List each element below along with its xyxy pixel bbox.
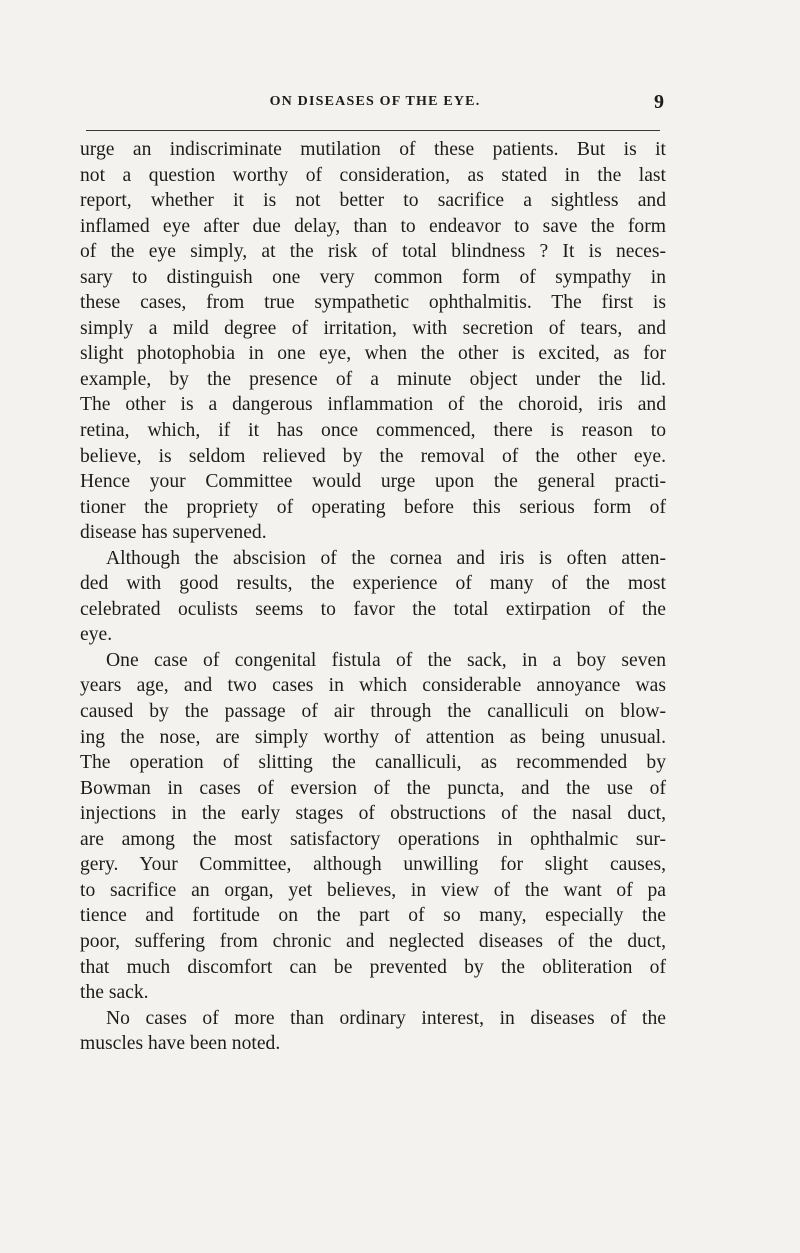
text-line: example, by the presence of a minute object under the lid. — [80, 368, 666, 390]
text-line: tience and fortitude on the part of so many, especially the — [80, 905, 666, 927]
text-line: The operation of slitting the canalliculi, as recommended by — [80, 752, 666, 774]
text-line: disease has supervened. — [80, 522, 267, 544]
text-line: simply a mild degree of irritation, with secretion of tears, and — [80, 317, 666, 339]
text-line: tioner the propriety of operating before this serious form of — [80, 496, 666, 518]
text-line: injections in the early stages of obstructions of the nasal duct, — [80, 803, 666, 825]
text-line: the sack. — [80, 982, 149, 1004]
text-line: sary to distinguish one very common form of sympathy in — [80, 266, 666, 288]
text-line: No cases of more than ordinary interest, in diseases of the — [106, 1007, 666, 1029]
text-line: Bowman in cases of eversion of the puncta, and the use of — [80, 777, 666, 799]
text-line: report, whether it is not better to sacrifice a sightless and — [80, 190, 666, 212]
text-line: to sacrifice an organ, yet believes, in view of the want of pa — [80, 879, 666, 901]
text-line: poor, suffering from chronic and neglected diseases of the duct, — [80, 930, 666, 952]
text-line: ded with good results, the experience of many of the most — [80, 573, 666, 595]
running-title: ON DISEASES OF THE EYE. — [269, 94, 481, 109]
text-line: Although the abscision of the cornea and iris is often atten- — [106, 547, 666, 569]
text-line: Hence your Committee would urge upon the general practi- — [80, 471, 666, 493]
text-line: caused by the passage of air through the canalliculi on blow- — [80, 701, 666, 723]
text-line: One case of congenital fistula of the sack, in a boy seven — [106, 649, 666, 671]
text-line: years age, and two cases in which considerable annoyance was — [80, 675, 666, 697]
running-head — [86, 91, 664, 118]
text-line: urge an indiscriminate mutilation of these patients. But is it — [80, 139, 666, 160]
text-line: inflamed eye after due delay, than to endeavor to save the form — [80, 215, 666, 237]
page-number: 9 — [654, 91, 664, 113]
text-line: retina, which, if it has once commenced, there is reason to — [80, 420, 666, 442]
body-text — [80, 137, 666, 1057]
text-line: eye. — [80, 624, 113, 646]
text-line: slight photophobia in one eye, when the other is excited, as for — [80, 343, 666, 365]
text-line: celebrated oculists seems to favor the total extirpation of the — [80, 598, 666, 620]
text-line: The other is a dangerous inflammation of the choroid, iris and — [80, 394, 666, 416]
text-line: that much discomfort can be prevented by the obliteration of — [80, 956, 666, 978]
text-line: are among the most satisfactory operations in ophthalmic sur- — [80, 828, 666, 850]
text-line: these cases, from true sympathetic ophthalmitis. The first is — [80, 292, 666, 314]
header-rule — [86, 130, 660, 131]
text-line: of the eye simply, at the risk of total blindness ? It is neces- — [80, 241, 666, 263]
text-line: ing the nose, are simply worthy of attention as being unusual. — [80, 726, 666, 748]
text-line: not a question worthy of consideration, as stated in the last — [80, 164, 666, 186]
text-line: believe, is seldom relieved by the removal of the other eye. — [80, 445, 666, 467]
text-line: muscles have been noted. — [80, 1033, 281, 1055]
text-line: gery. Your Committee, although unwilling for slight causes, — [80, 854, 666, 876]
